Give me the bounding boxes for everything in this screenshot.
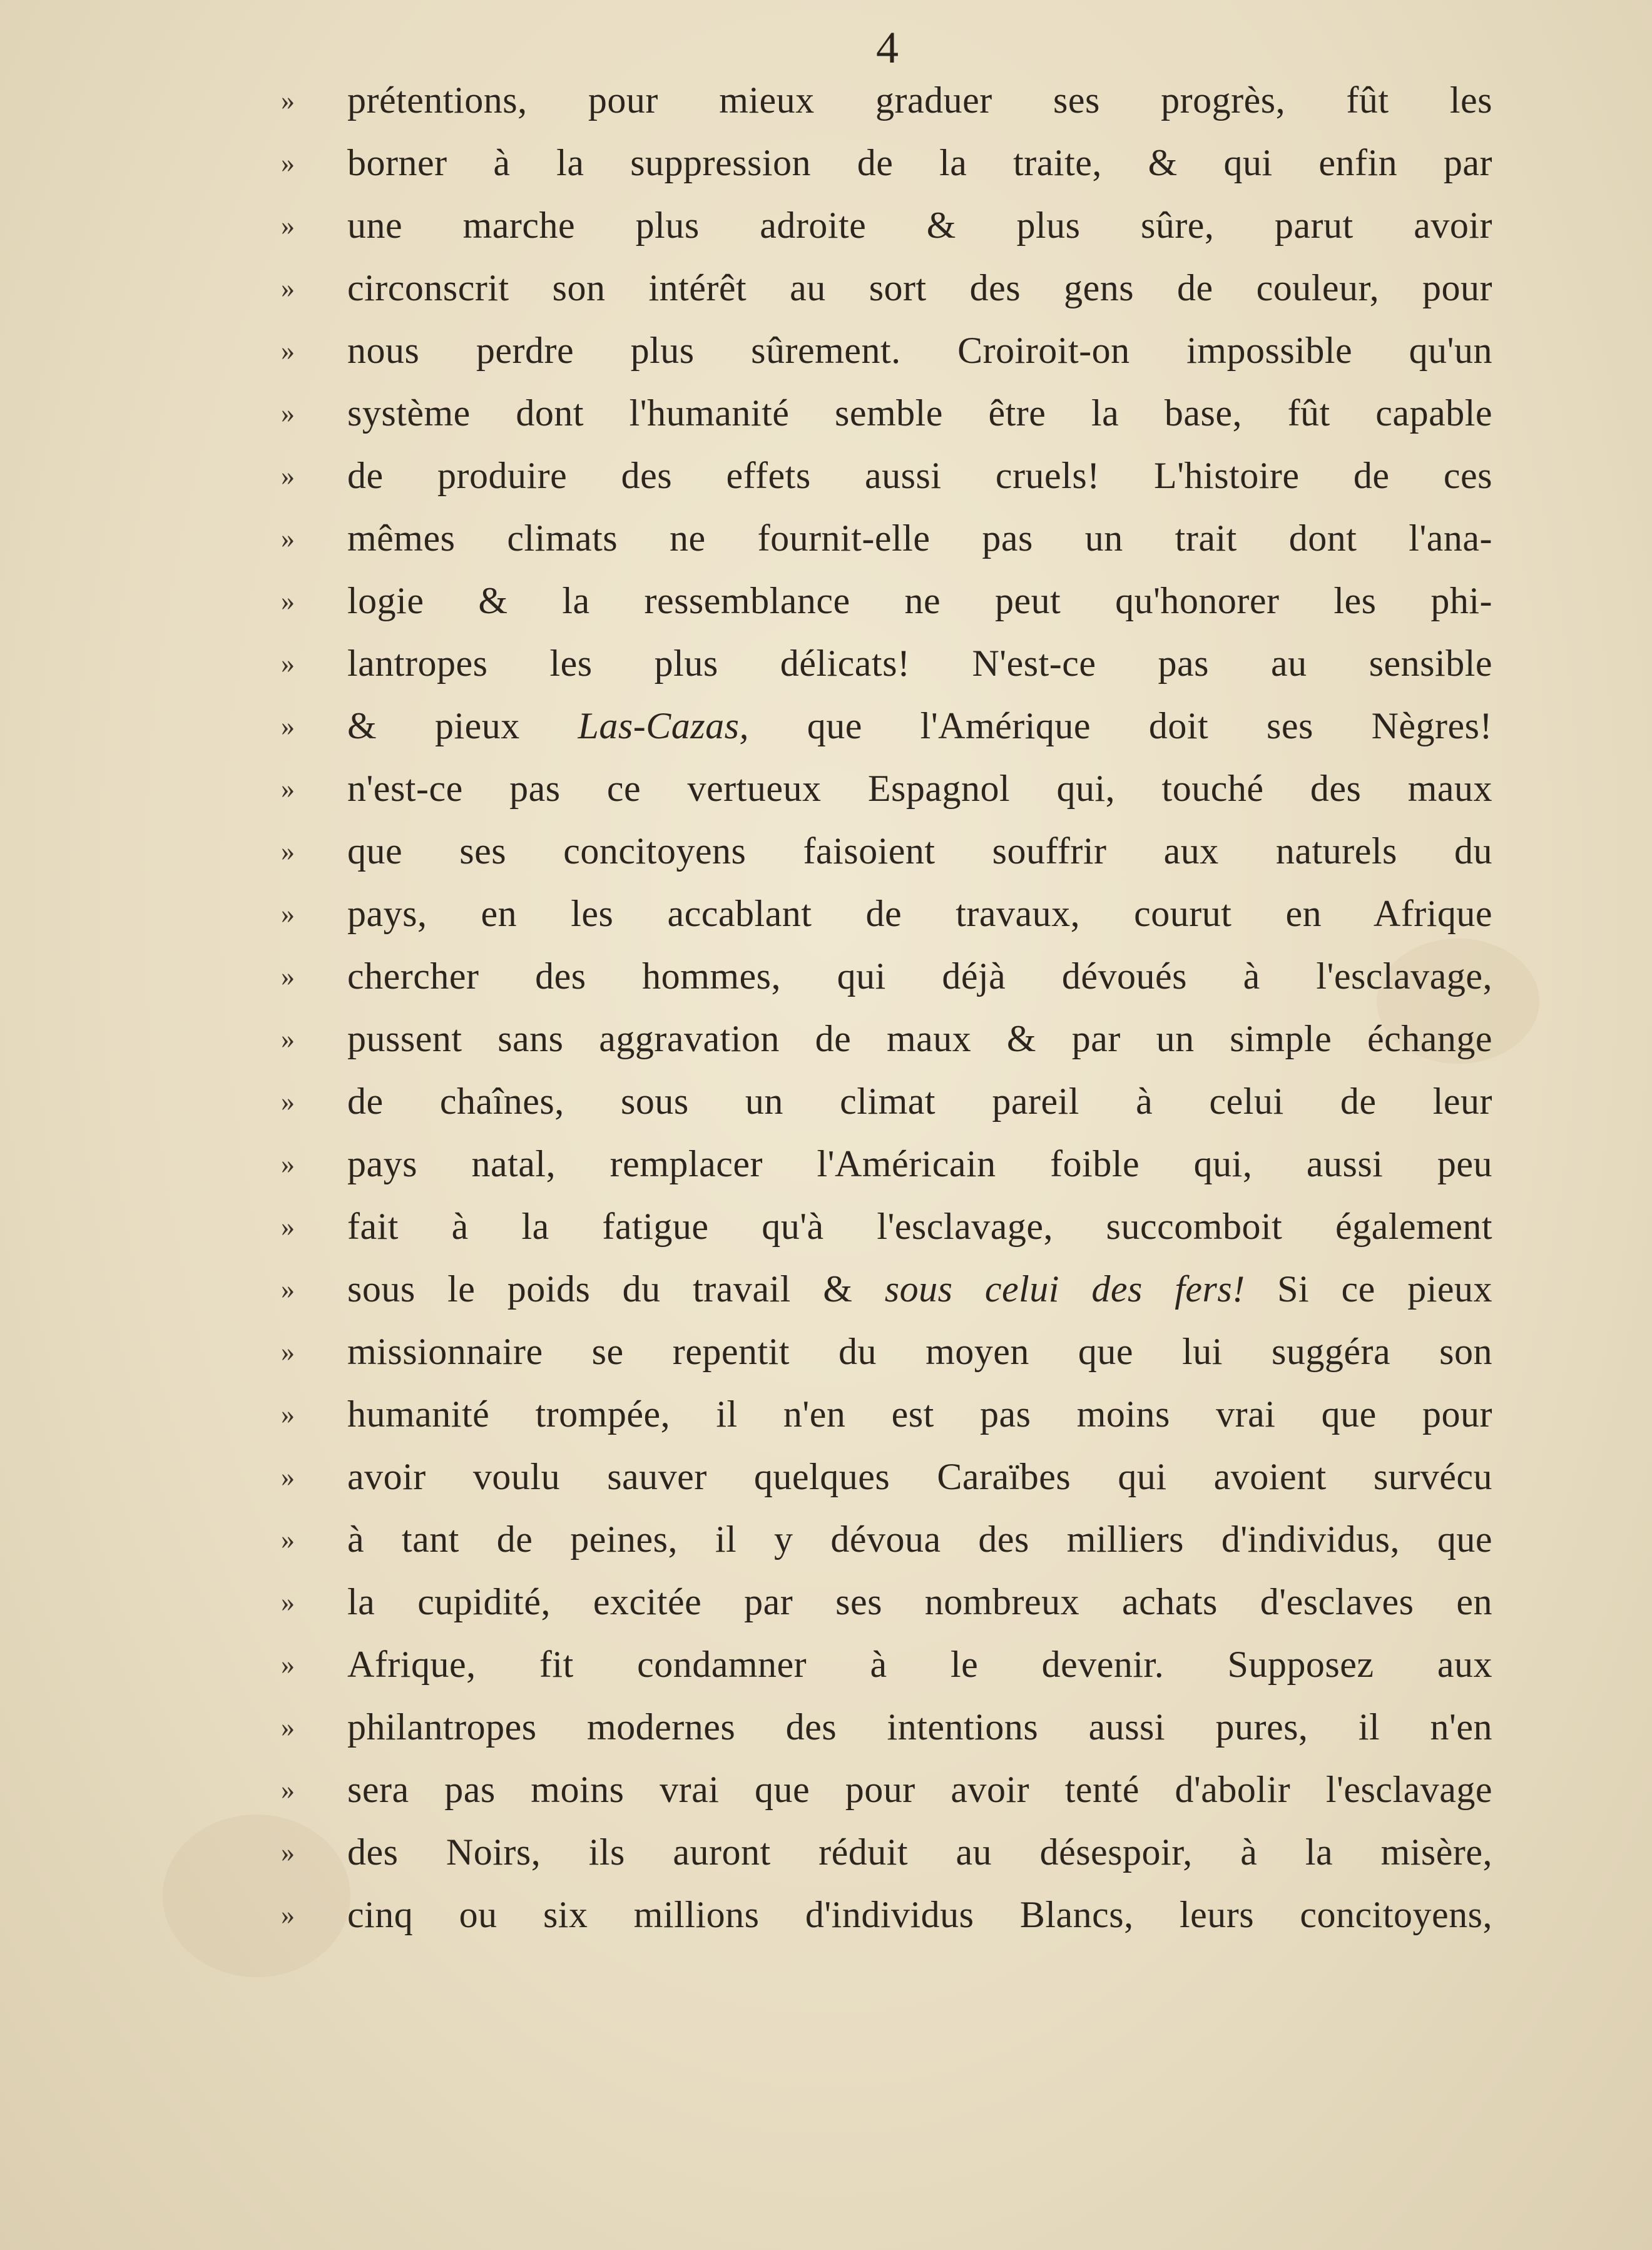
line-text-roman: sous le poids du travail & (347, 1268, 885, 1310)
line-text-roman: que ses concitoyens faisoient souffrir aux naturels du (347, 830, 1492, 872)
line-text-roman: à tant de peines, il y dévoua des milliers d'individus, que (347, 1519, 1492, 1560)
line-text (347, 1270, 1492, 1308)
quotation-mark: » (281, 335, 295, 366)
quotation-mark: » (281, 210, 295, 241)
line-text-roman: fait à la fatigue qu'à l'esclavage, succomboit également (347, 1206, 1492, 1247)
quotation-mark: » (281, 1649, 295, 1680)
quotation-mark: » (281, 1273, 295, 1305)
text-line (281, 1007, 1492, 1070)
quotation-mark: » (281, 522, 295, 554)
line-text-roman: pussent sans aggravation de maux & par un simple échange (347, 1018, 1492, 1059)
text-line (281, 757, 1492, 820)
line-text (347, 269, 1492, 307)
line-text (347, 1833, 1492, 1871)
quotation-mark: » (281, 1774, 295, 1805)
line-text (347, 81, 1492, 119)
text-line (281, 1633, 1492, 1696)
text-line (281, 1383, 1492, 1445)
quotation-mark: » (281, 1836, 295, 1868)
line-text-italic: Las-Cazas, (578, 705, 749, 746)
line-text-roman: pays natal, remplacer l'Américain foible qui, aussi peu (347, 1143, 1492, 1184)
line-text-roman: cinq ou six millions d'individus Blancs, leurs concitoyens, (347, 1894, 1492, 1935)
text-line (281, 257, 1492, 319)
line-text-roman: Si ce pieux (1245, 1268, 1492, 1310)
text-line (281, 444, 1492, 507)
quotation-mark: » (281, 1524, 295, 1555)
text-line (281, 1320, 1492, 1383)
line-text-roman: & pieux (347, 705, 578, 746)
line-text (347, 1082, 1492, 1120)
line-text (347, 394, 1492, 432)
line-text-roman: missionnaire se repentit du moyen que lui suggéra son (347, 1331, 1492, 1372)
line-text (347, 206, 1492, 244)
quotation-mark: » (281, 898, 295, 929)
line-text-roman: une marche plus adroite & plus sûre, parut avoir (347, 205, 1492, 246)
line-text (347, 457, 1492, 494)
line-text-roman: nous perdre plus sûrement. Croiroit-on impossible qu'un (347, 330, 1492, 371)
line-text (347, 1520, 1492, 1558)
quotation-mark: » (281, 1711, 295, 1743)
text-line (281, 882, 1492, 945)
line-text-roman: borner à la suppression de la traite, & qui enfin par (347, 142, 1492, 183)
line-text (347, 1458, 1492, 1495)
line-text-roman: Afrique, fit condamner à le devenir. Supposez aux (347, 1644, 1492, 1685)
line-text-roman: circonscrit son intérêt au sort des gens de couleur, pour (347, 267, 1492, 308)
line-text (347, 832, 1492, 870)
text-line (281, 695, 1492, 757)
quotation-mark: » (281, 710, 295, 741)
text-line (281, 1570, 1492, 1633)
text-line (281, 1195, 1492, 1258)
line-text (347, 895, 1492, 932)
quotation-mark: » (281, 1086, 295, 1117)
page-number: 4 (876, 23, 899, 73)
text-line (281, 1696, 1492, 1758)
line-text-roman: de produire des effets aussi cruels! L'histoire de ces (347, 455, 1492, 496)
quotation-mark: » (281, 1899, 295, 1930)
line-text-roman: sera pas moins vrai que pour avoir tenté d'abolir l'esclavage (347, 1769, 1492, 1810)
quotation-mark: » (281, 1461, 295, 1492)
line-text (347, 582, 1492, 619)
line-text (347, 707, 1492, 745)
text-line (281, 1445, 1492, 1508)
text-line (281, 1883, 1492, 1946)
line-text (347, 1208, 1492, 1245)
line-text-roman: humanité trompée, il n'en est pas moins vrai que pour (347, 1393, 1492, 1435)
quotation-mark: » (281, 147, 295, 178)
text-block (281, 69, 1492, 1946)
text-line (281, 1070, 1492, 1133)
line-text-roman: de chaînes, sous un climat pareil à celui de leur (347, 1081, 1492, 1122)
quotation-mark: » (281, 1398, 295, 1430)
text-line (281, 382, 1492, 444)
line-text (347, 1583, 1492, 1621)
line-text (347, 1145, 1492, 1183)
text-line (281, 507, 1492, 569)
line-text-roman: système dont l'humanité semble être la base, fût capable (347, 392, 1492, 434)
line-text-roman: n'est-ce pas ce vertueux Espagnol qui, touché des maux (347, 768, 1492, 809)
quotation-mark: » (281, 460, 295, 491)
quotation-mark: » (281, 960, 295, 992)
line-text (347, 1646, 1492, 1683)
line-text (347, 1896, 1492, 1933)
line-text (347, 1333, 1492, 1370)
quotation-mark: » (281, 84, 295, 116)
line-text (347, 1020, 1492, 1057)
line-text-roman: mêmes climats ne fournit-elle pas un trait dont l'ana- (347, 517, 1492, 559)
quotation-mark: » (281, 1586, 295, 1617)
line-text-roman: prétentions, pour mieux graduer ses progrès, fût les (347, 79, 1492, 121)
line-text (347, 1771, 1492, 1808)
quotation-mark: » (281, 397, 295, 429)
quotation-mark: » (281, 272, 295, 303)
text-line (281, 131, 1492, 194)
line-text (347, 1395, 1492, 1433)
line-text-roman: lantropes les plus délicats! N'est-ce pas au sensible (347, 643, 1492, 684)
text-line (281, 569, 1492, 632)
quotation-mark: » (281, 1211, 295, 1242)
text-line (281, 820, 1492, 882)
line-text (347, 144, 1492, 181)
text-line (281, 632, 1492, 695)
line-text-roman: la cupidité, excitée par ses nombreux achats d'esclaves en (347, 1581, 1492, 1622)
quotation-mark: » (281, 1336, 295, 1367)
text-line (281, 1258, 1492, 1320)
line-text-roman: logie & la ressemblance ne peut qu'honorer les phi- (347, 580, 1492, 621)
text-line (281, 1821, 1492, 1883)
line-text-roman: avoir voulu sauver quelques Caraïbes qui avoient survécu (347, 1456, 1492, 1497)
text-line (281, 1133, 1492, 1195)
text-line (281, 945, 1492, 1007)
line-text (347, 770, 1492, 807)
line-text (347, 519, 1492, 557)
line-text (347, 1708, 1492, 1746)
line-text-roman: pays, en les accablant de travaux, courut en Afrique (347, 893, 1492, 934)
quotation-mark: » (281, 648, 295, 679)
line-text-roman: philantropes modernes des intentions aussi pures, il n'en (347, 1706, 1492, 1748)
line-text-italic: sous celui des fers! (884, 1268, 1245, 1310)
text-line (281, 1508, 1492, 1570)
line-text (347, 332, 1492, 369)
line-text-roman: des Noirs, ils auront réduit au désespoir, à la misère, (347, 1831, 1492, 1873)
line-text-roman: que l'Amérique doit ses Nègres! (748, 705, 1492, 746)
quotation-mark: » (281, 773, 295, 804)
quotation-mark: » (281, 835, 295, 867)
text-line (281, 69, 1492, 131)
quotation-mark: » (281, 1148, 295, 1179)
quotation-mark: » (281, 585, 295, 616)
text-line (281, 1758, 1492, 1821)
line-text (347, 957, 1492, 995)
text-line (281, 194, 1492, 257)
line-text-roman: chercher des hommes, qui déjà dévoués à l'esclavage, (347, 955, 1492, 997)
quotation-mark: » (281, 1023, 295, 1054)
text-line (281, 319, 1492, 382)
line-text (347, 644, 1492, 682)
